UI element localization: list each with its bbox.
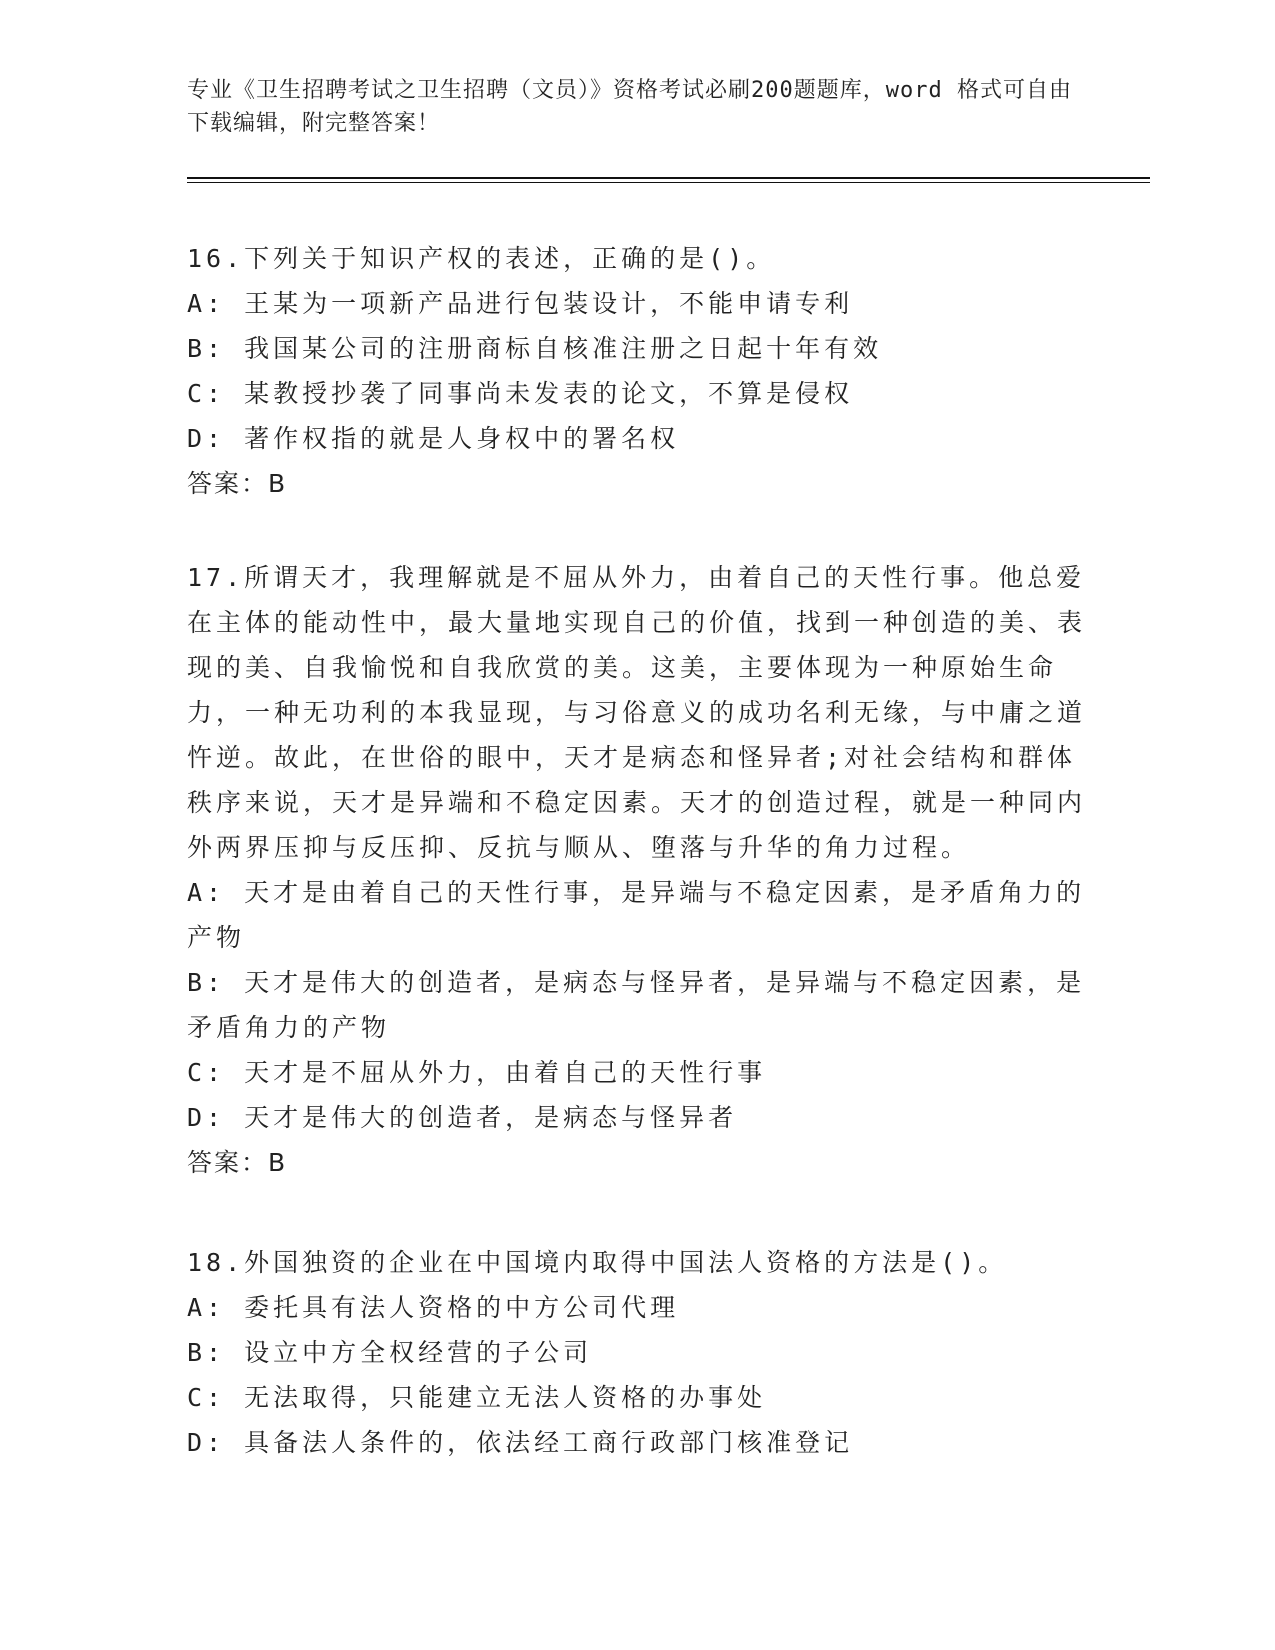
option-text: 具备法人条件的，依法经工商行政部门核准登记 (244, 1428, 854, 1457)
option-key: C: (187, 1383, 226, 1412)
header-divider-thick (187, 177, 1150, 179)
option-text: 我国某公司的注册商标自核准注册之日起十年有效 (244, 334, 883, 363)
option-text: 天才是伟大的创造者，是病态与怪异者 (244, 1103, 738, 1132)
option-key: A: (187, 1293, 226, 1322)
option-d (187, 416, 1087, 461)
option-key: B: (187, 334, 226, 363)
option-c (187, 371, 1087, 416)
option-d (187, 1095, 1087, 1140)
question-17 (187, 555, 1087, 1185)
option-d (187, 1420, 1087, 1465)
option-text: 天才是不屈从外力，由着自己的天性行事 (244, 1058, 767, 1087)
header-text: 专业《卫生招聘考试之卫生招聘（文员）》资格考试必刷200题题库，word 格式可自由下载编辑，附完整答案！ (187, 78, 1072, 136)
option-text: 委托具有法人资格的中方公司代理 (244, 1293, 680, 1322)
option-b (187, 326, 1087, 371)
option-c (187, 1050, 1087, 1095)
option-a (187, 281, 1087, 326)
option-a (187, 1285, 1087, 1330)
option-a (187, 870, 1087, 960)
header-divider-thin (187, 182, 1150, 183)
option-key: D: (187, 424, 226, 453)
option-key: A: (187, 289, 226, 318)
option-key: D: (187, 1103, 226, 1132)
option-text: 著作权指的就是人身权中的署名权 (244, 424, 680, 453)
option-text: 天才是由着自己的天性行事，是异端与不稳定因素，是矛盾角力的产物 (187, 878, 1086, 952)
option-text: 设立中方全权经营的子公司 (244, 1338, 593, 1367)
option-key: C: (187, 379, 226, 408)
answer-line: 答案：B (187, 469, 288, 498)
option-text: 王某为一项新产品进行包装设计，不能申请专利 (244, 289, 854, 318)
question-18 (187, 1240, 1087, 1465)
answer-line: 答案：B (187, 1148, 288, 1177)
question-stem: 16.下列关于知识产权的表述，正确的是()。 (187, 244, 776, 273)
question-stem: 17.所谓天才，我理解就是不屈从外力，由着自己的天性行事。他总爱在主体的能动性中，最大量地实现自己的价值，找到一种创造的美、表现的美、自我愉悦和自我欣赏的美。这美，主要体现为一种原始生命力，一种无功利的本我显现，与习俗意义的成功名利无缘，与中庸之道忤逆。故此，在世俗的眼中，天才是病态和怪异者;对社会结构和群体秩序来说，天才是异端和不稳定因素。天才的创造过程，就是一种同内外两界压抑与反压抑、反抗与顺从、堕落与升华的角力过程。 (187, 563, 1087, 862)
question-16 (187, 236, 1087, 506)
option-key: C: (187, 1058, 226, 1087)
option-key: B: (187, 968, 226, 997)
question-stem: 18.外国独资的企业在中国境内取得中国法人资格的方法是()。 (187, 1248, 1008, 1277)
option-b (187, 960, 1087, 1050)
option-text: 天才是伟大的创造者，是病态与怪异者，是异端与不稳定因素，是矛盾角力的产物 (187, 968, 1086, 1042)
option-text: 某教授抄袭了同事尚未发表的论文，不算是侵权 (244, 379, 854, 408)
document-header (187, 74, 1087, 140)
option-b (187, 1330, 1087, 1375)
option-c (187, 1375, 1087, 1420)
option-key: B: (187, 1338, 226, 1367)
option-key: A: (187, 878, 226, 907)
option-text: 无法取得，只能建立无法人资格的办事处 (244, 1383, 767, 1412)
option-key: D: (187, 1428, 226, 1457)
